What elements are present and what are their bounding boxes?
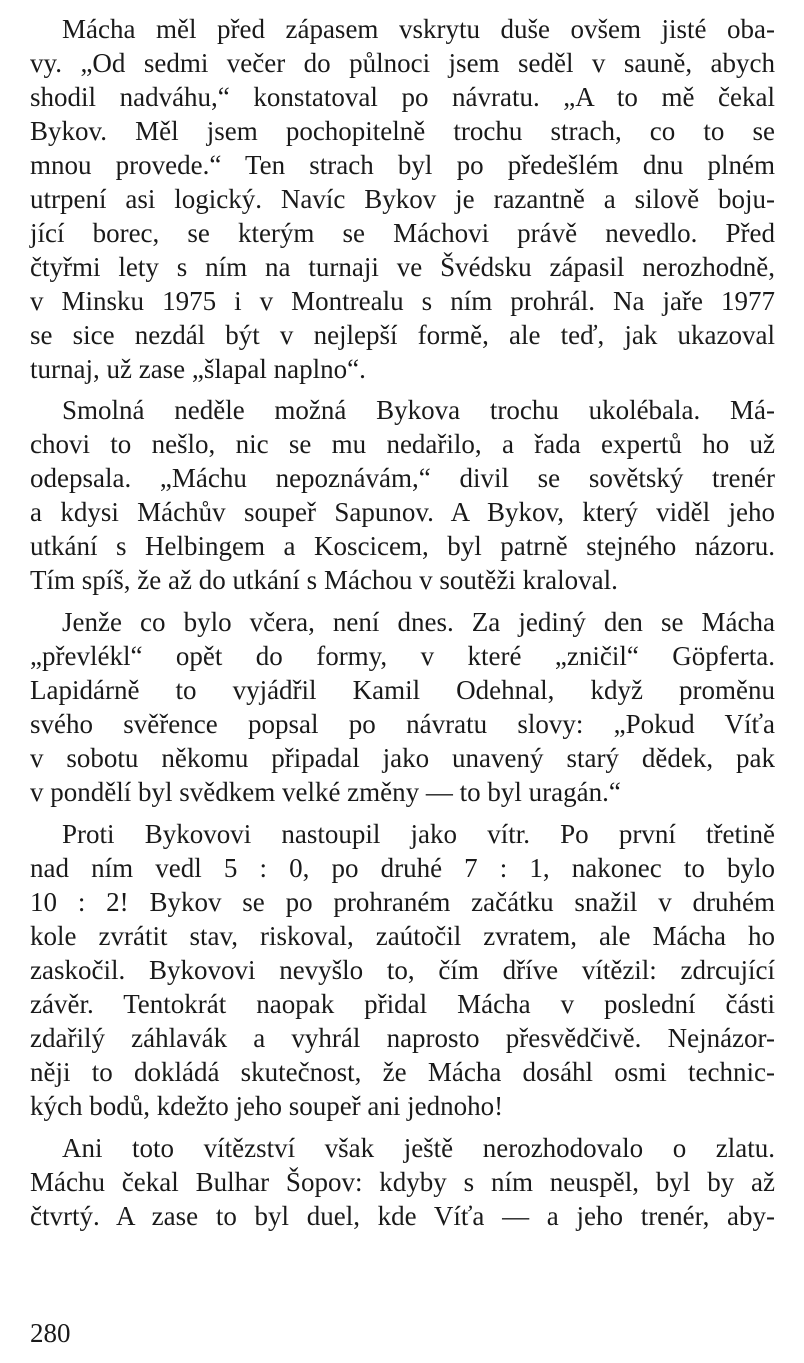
text-line: zaskočil. Bykovovi nevyšlo to, čím dříve vítězil: zdrcující [30, 955, 775, 985]
text-line: chovi to nešlo, nic se mu nedařilo, a řada expertů ho už [30, 429, 775, 459]
text-line: Bykov. Měl jsem pochopitelně trochu strach, co to se [30, 116, 775, 146]
text-line: svého svěřence popsal po návratu slovy: „Pokud Víťa [30, 709, 775, 739]
text-line: utrpení asi logický. Navíc Bykov je razantně a silově boju- [30, 184, 775, 214]
text-line: nad ním vedl 5 : 0, po druhé 7 : 1, nakonec to bylo [30, 853, 775, 883]
text-line: Mácha měl před zápasem vskrytu duše ovšem jisté oba- [62, 14, 775, 44]
text-line: Tím spíš, že až do utkání s Máchou v soutěži kraloval. [30, 565, 618, 595]
text-line: čtvrtý. A zase to byl duel, kde Víťa — a jeho trenér, aby- [30, 1201, 775, 1231]
text-line: Ani toto vítězství však ještě nerozhodovalo o zlatu. [62, 1133, 775, 1163]
text-line: vy. „Od sedmi večer do půlnoci jsem seděl v sauně, abych [30, 48, 775, 78]
text-line: Proti Bykovovi nastoupil jako vítr. Po první třetině [62, 819, 775, 849]
text-line: mnou provede.“ Ten strach byl po předešlém dnu plném [30, 150, 775, 180]
text-line: 10 : 2! Bykov se po prohraném začátku snažil v druhém [30, 887, 775, 917]
text-line: Máchu čekal Bulhar Šopov: kdyby s ním neuspěl, byl by až [30, 1167, 775, 1197]
text-line: kole zvrátit stav, riskoval, zaútočil zvratem, ale Mácha ho [30, 921, 775, 951]
text-line: čtyřmi lety s ním na turnaji ve Švédsku zápasil nerozhodně, [30, 252, 775, 282]
text-line: v sobotu někomu připadal jako unavený starý dědek, pak [30, 743, 775, 773]
text-line: v pondělí byl svědkem velké změny — to byl uragán.“ [30, 777, 621, 807]
text-line: turnaj, už zase „šlapal naplno“. [30, 354, 366, 384]
text-line: Lapidárně to vyjádřil Kamil Odehnal, když proměnu [30, 675, 775, 705]
text-line: jící borec, se kterým se Máchovi právě nevedlo. Před [30, 218, 775, 248]
text-line: utkání s Helbingem a Koscicem, byl patrně stejného názoru. [30, 531, 775, 561]
text-line: kých bodů, kdežto jeho soupeř ani jednoho! [30, 1091, 504, 1121]
text-line: v Minsku 1975 i v Montrealu s ním prohrál. Na jaře 1977 [30, 286, 775, 316]
page-number: 280 [30, 1318, 71, 1348]
text-line: závěr. Tentokrát naopak přidal Mácha v poslední části [30, 989, 775, 1019]
text-line: shodil nadváhu,“ konstatoval po návratu. „A to mě čekal [30, 82, 775, 112]
text-line: „převlékl“ opět do formy, v které „zničil“ Göpferta. [30, 641, 775, 671]
text-line: zdařilý záhlavák a vyhrál naprosto přesvědčivě. Nejnázor- [30, 1023, 775, 1053]
text-line: Smolná neděle možná Bykova trochu ukolébala. Má- [62, 395, 775, 425]
text-line: Jenže co bylo včera, není dnes. Za jediný den se Mácha [62, 607, 775, 637]
text-line: se sice nezdál být v nejlepší formě, ale teď, jak ukazoval [30, 320, 775, 350]
text-line: něji to dokládá skutečnost, že Mácha dosáhl osmi technic- [30, 1057, 775, 1087]
text-line: odepsala. „Máchu nepoznávám,“ divil se sovětský trenér [30, 463, 775, 493]
text-line: a kdysi Máchův soupeř Sapunov. A Bykov, který viděl jeho [30, 497, 775, 527]
